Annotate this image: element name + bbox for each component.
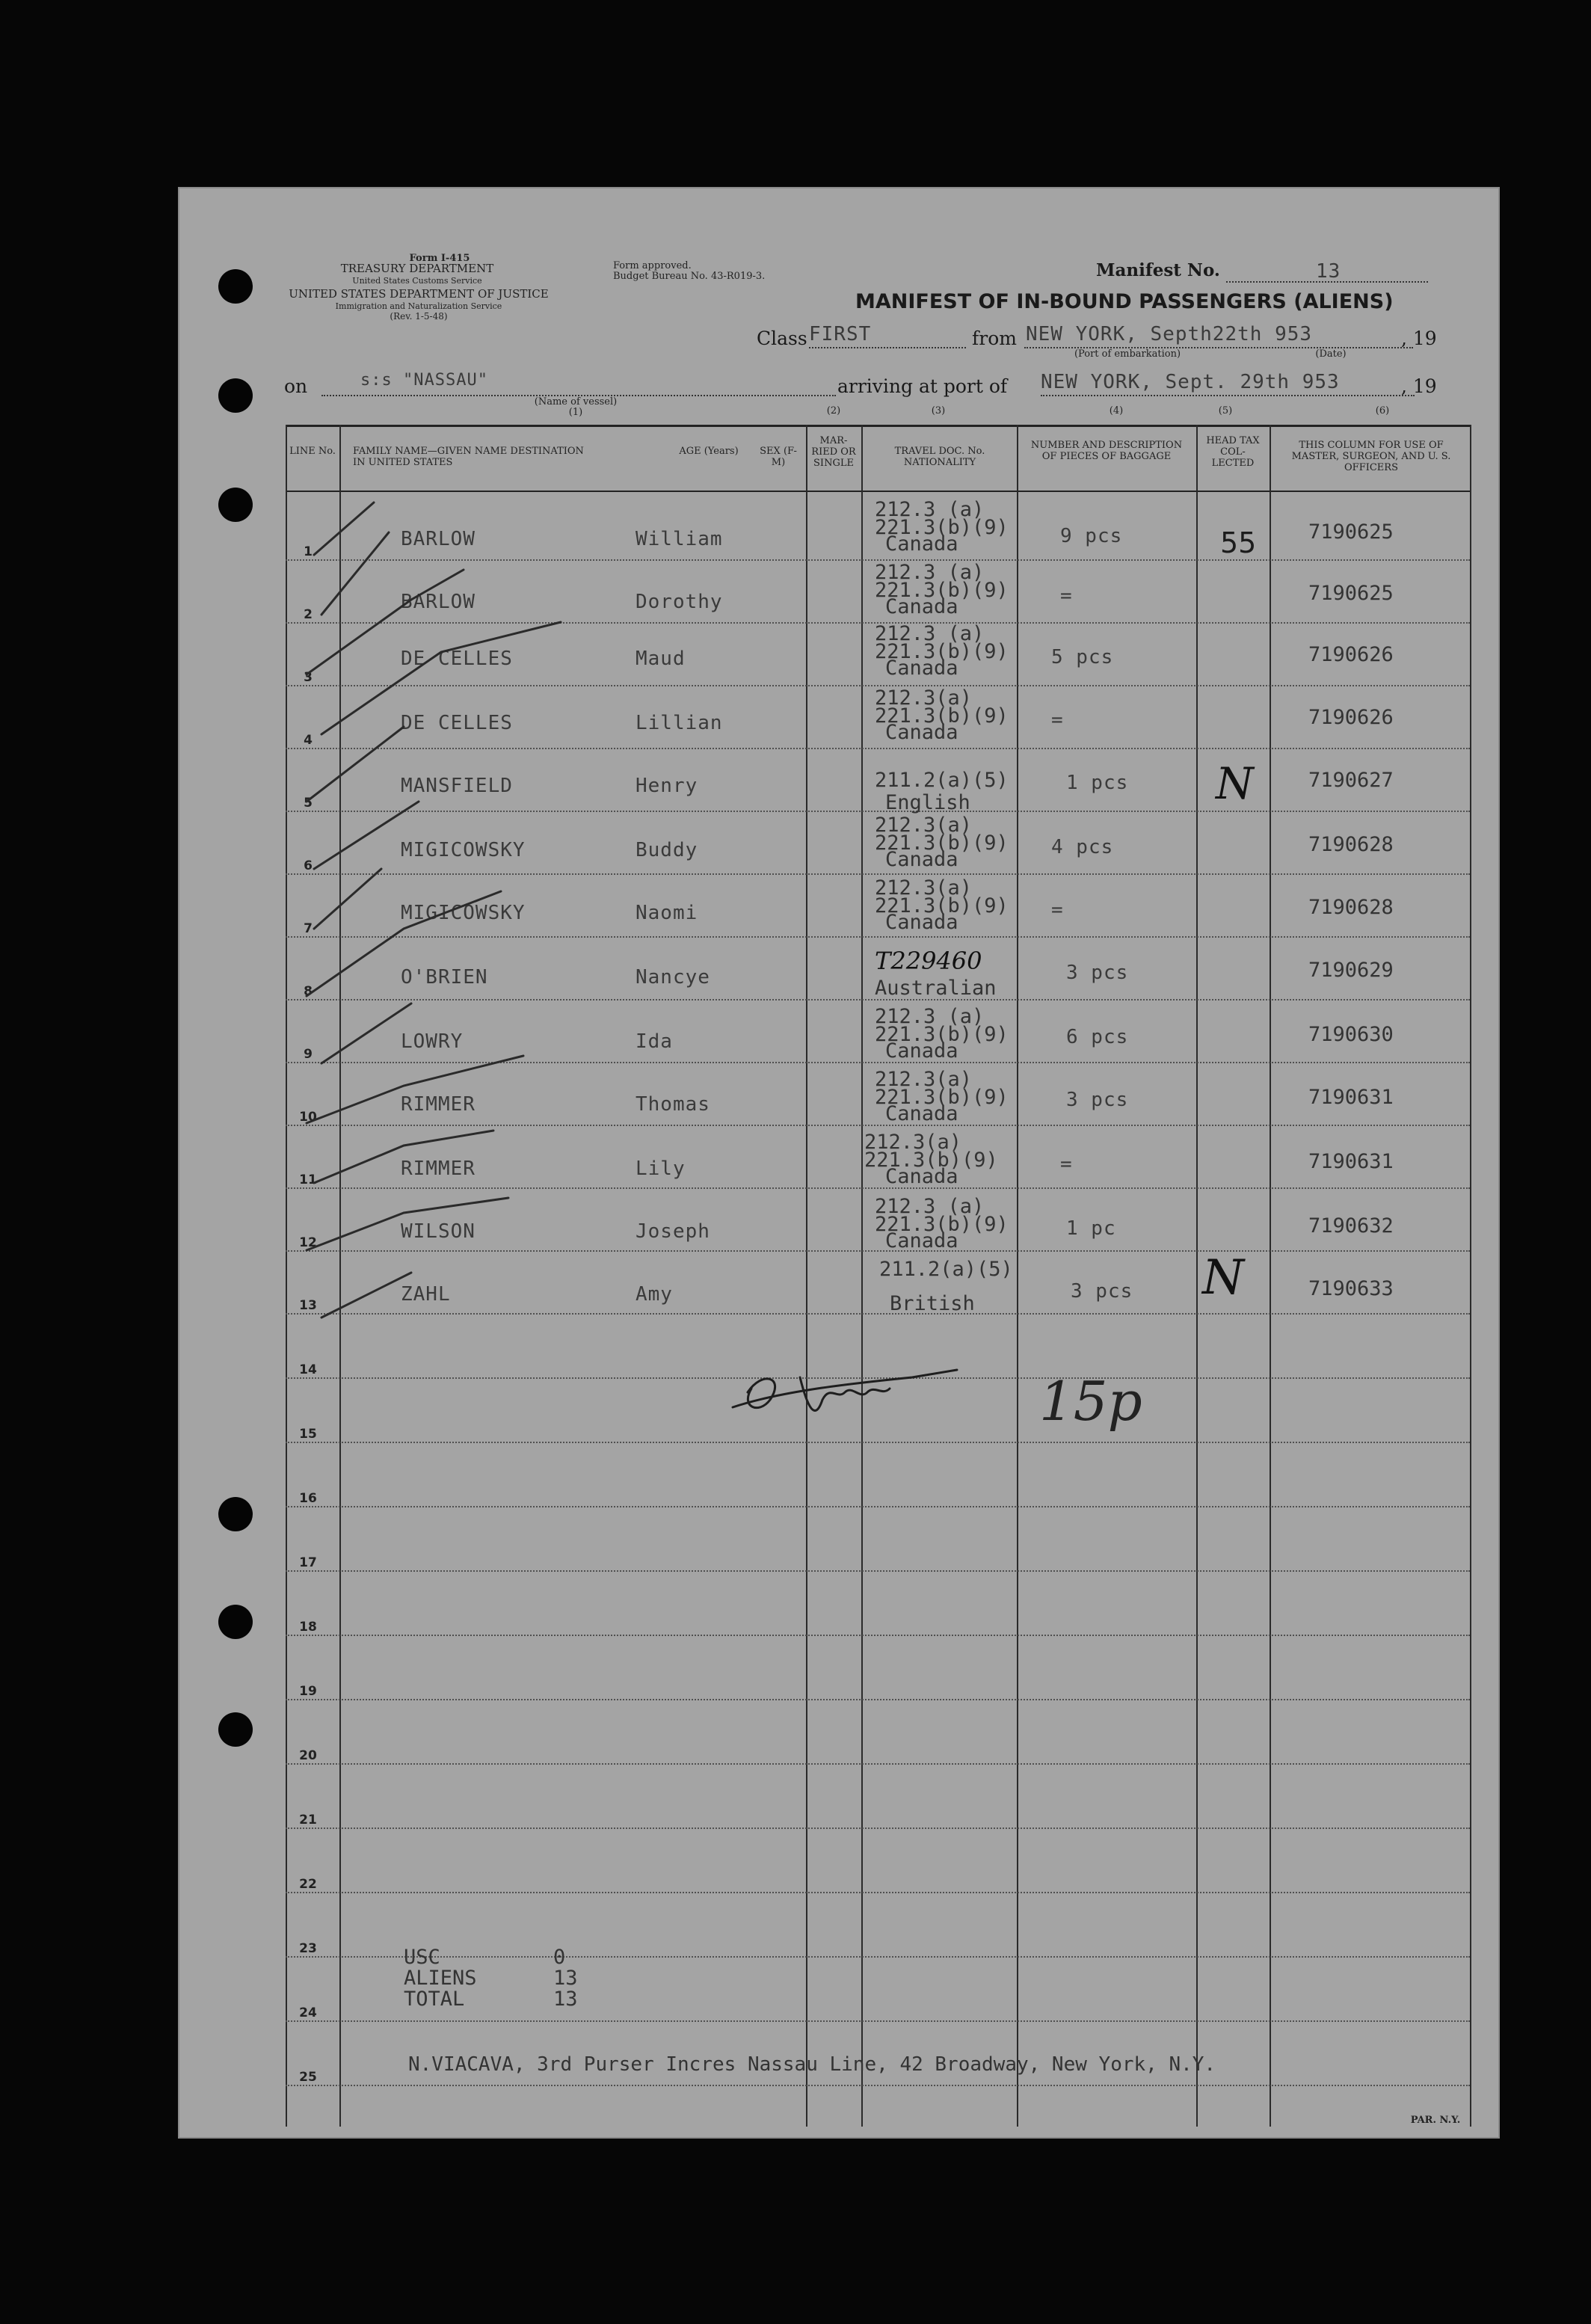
vessel-value: s:s "NASSAU" (360, 371, 488, 390)
passenger-officer-number: 7190631 (1308, 1086, 1394, 1109)
ins-label: Immigration and Naturalization Service (335, 301, 502, 311)
passenger-doc-line1: 212.3 (a) (875, 622, 985, 645)
arriving-label: arriving at port of (837, 375, 1008, 397)
col1-caption: (1) (568, 407, 583, 418)
passenger-given-name: Maud (636, 648, 686, 670)
table-top-border (286, 425, 1470, 427)
passenger-doc-line2: 221.3(b)(9) (875, 1213, 1009, 1236)
aliens-label: ALIENS (404, 1967, 477, 1990)
line-number: 13 (299, 1298, 317, 1313)
passenger-doc-line1: T229460 (875, 947, 982, 975)
signature-scribble-icon (718, 1347, 1032, 1437)
total-count: 13 (553, 1988, 578, 2011)
passenger-baggage: = (1051, 899, 1064, 921)
binder-hole (218, 488, 253, 522)
passenger-given-name: Lillian (636, 712, 723, 734)
passenger-doc-line2: 221.3(b)(9) (875, 704, 1009, 728)
passenger-baggage: = (1060, 1153, 1073, 1175)
passenger-doc-line1: 211.2(a)(5) (879, 1258, 1013, 1281)
line-number: 19 (299, 1684, 317, 1699)
passenger-given-name: Joseph (636, 1220, 710, 1243)
header-name: FAMILY NAME—GIVEN NAME DESTINATION IN UNITED STATES (353, 446, 584, 468)
col3-caption: (3) (931, 405, 946, 416)
line-number: 3 (304, 670, 313, 685)
passenger-family-name: LOWRY (401, 1030, 464, 1053)
col-border-right (1470, 425, 1471, 2127)
passenger-doc-line2: 221.3(b)(9) (875, 1086, 1009, 1109)
total-label: TOTAL (404, 1988, 465, 2011)
usc-count: 0 (553, 1946, 566, 1969)
row-rule (286, 1956, 1470, 1958)
passenger-family-name: ZAHL (401, 1283, 451, 1306)
passenger-doc-line1: 212.3(a) (875, 1068, 973, 1091)
header-baggage: NUMBER AND DESCRIPTION OF PIECES OF BAGGAGE (1030, 440, 1183, 462)
row-rule (286, 1892, 1470, 1893)
header-travel-doc: TRAVEL DOC. No. NATIONALITY (894, 446, 985, 468)
usc-label: USC (404, 1946, 440, 1969)
manifest-sheet (178, 187, 1500, 2139)
from-label: from (972, 328, 1017, 349)
line-number: 23 (299, 1941, 317, 1956)
passenger-given-name: Thomas (636, 1093, 710, 1116)
class-value: FIRST (809, 323, 872, 345)
binder-hole (218, 1497, 253, 1531)
header-officers: THIS COLUMN FOR USE OF MASTER, SURGEON, AND U. S. OFFICERS (1291, 440, 1451, 473)
passenger-head-tax: N (1216, 758, 1254, 809)
passenger-given-name: Nancye (636, 966, 710, 989)
col5-caption: (5) (1218, 405, 1233, 416)
line-number: 12 (299, 1235, 317, 1250)
passenger-nationality: Canada (885, 721, 958, 744)
passenger-doc-line2: 221.3(b)(9) (875, 1023, 1009, 1046)
passenger-doc-line1: 212.3 (a) (875, 561, 985, 584)
line-number: 8 (304, 984, 313, 999)
col-border-travel (1017, 425, 1018, 2127)
passenger-nationality: Canada (885, 848, 958, 871)
passenger-doc-line1: 212.3(a) (864, 1131, 962, 1154)
passenger-officer-number: 7190626 (1308, 706, 1394, 729)
arriving-value: NEW YORK, Sept. 29th 953 (1041, 371, 1340, 393)
col2-caption: (2) (826, 405, 841, 416)
passenger-officer-number: 7190632 (1308, 1214, 1394, 1238)
passenger-nationality: Canada (885, 1229, 958, 1252)
header-sex: SEX (F-M) (760, 446, 797, 468)
passenger-nationality: Canada (885, 532, 958, 556)
passenger-officer-number: 7190626 (1308, 643, 1394, 666)
passenger-doc-line1: 211.2(a)(5) (875, 769, 1009, 792)
line-number: 1 (304, 544, 313, 559)
year-suffix-2: , 19 (1401, 375, 1437, 397)
embarkation-caption: (Port of embarkation) (1074, 348, 1181, 360)
passenger-officer-number: 7190627 (1308, 769, 1394, 792)
col6-caption: (6) (1375, 405, 1390, 416)
passenger-doc-line1: 212.3 (a) (875, 498, 985, 521)
passenger-nationality: Australian (875, 977, 997, 1000)
row-rule (286, 2020, 1470, 2022)
passenger-doc-line2: 221.3(b)(9) (875, 579, 1009, 602)
passenger-family-name: MIGICOWSKY (401, 902, 526, 924)
passenger-family-name: DE CELLES (401, 712, 513, 734)
on-label: on (284, 375, 308, 397)
line-number: 24 (299, 2005, 317, 2020)
passenger-given-name: Buddy (636, 839, 698, 861)
passenger-family-name: O'BRIEN (401, 966, 488, 989)
line-number: 15 (299, 1427, 317, 1442)
header-head-tax: HEAD TAX COL-LECTED (1206, 435, 1260, 469)
passenger-family-name: BARLOW (401, 591, 476, 613)
col-border-sex (806, 425, 807, 2127)
passenger-given-name: Ida (636, 1030, 673, 1053)
passenger-baggage: 9 pcs (1060, 525, 1123, 547)
line-number: 5 (304, 796, 313, 811)
passenger-baggage: 3 pcs (1071, 1280, 1133, 1303)
row-rule (286, 1827, 1470, 1829)
passenger-baggage: 1 pc (1066, 1217, 1116, 1240)
customs-label: United States Customs Service (352, 276, 482, 286)
passenger-family-name: MANSFIELD (401, 775, 513, 797)
line-number: 16 (299, 1491, 317, 1506)
col4-caption: (4) (1109, 405, 1124, 416)
checkmark-strokes-icon (292, 488, 680, 1519)
passenger-baggage: 6 pcs (1066, 1026, 1129, 1048)
passenger-officer-number: 7190628 (1308, 833, 1394, 856)
passenger-family-name: BARLOW (401, 528, 476, 550)
date-caption: (Date) (1315, 348, 1347, 360)
passenger-officer-number: 7190633 (1308, 1277, 1394, 1300)
vessel-caption: (Name of vessel) (534, 396, 618, 408)
passenger-doc-line1: 212.3 (a) (875, 1005, 985, 1028)
manifest-no-value: 13 (1316, 260, 1341, 283)
passenger-officer-number: 7190630 (1308, 1023, 1394, 1046)
line-number: 11 (299, 1172, 317, 1187)
line-number: 10 (299, 1110, 317, 1125)
passenger-officer-number: 7190628 (1308, 896, 1394, 919)
passenger-nationality: British (890, 1292, 975, 1315)
manifest-no-label: Manifest No. (1096, 260, 1220, 280)
passenger-given-name: William (636, 528, 723, 550)
passenger-nationality: Canada (885, 1102, 958, 1125)
passenger-baggage: 4 pcs (1051, 836, 1114, 858)
passenger-nationality: Canada (885, 657, 958, 680)
revision-label: (Rev. 1-5-48) (390, 311, 448, 322)
line-number: 25 (299, 2070, 317, 2085)
passenger-officer-number: 7190629 (1308, 959, 1394, 982)
line-number: 17 (299, 1555, 317, 1570)
passenger-given-name: Dorothy (636, 591, 723, 613)
binder-hole (218, 1712, 253, 1747)
handwritten-note: 15p (1039, 1370, 1142, 1433)
budget-label: Budget Bureau No. 43-R019-3. (613, 271, 766, 282)
passenger-officer-number: 7190625 (1308, 520, 1394, 544)
row-rule (286, 1570, 1470, 1572)
arriving-line (1041, 395, 1415, 396)
printer-mark: PAR. N.Y. (1410, 2115, 1461, 2126)
passenger-family-name: WILSON (401, 1220, 476, 1243)
class-label: Class (757, 328, 807, 349)
passenger-baggage: 1 pcs (1066, 772, 1129, 794)
binder-hole (218, 1605, 253, 1639)
passenger-doc-line1: 212.3(a) (875, 876, 973, 900)
passenger-nationality: English (885, 791, 970, 814)
passenger-baggage: 3 pcs (1066, 962, 1129, 984)
passenger-officer-number: 7190625 (1308, 582, 1394, 605)
class-line (809, 347, 966, 348)
form-number: Form I-415 (409, 253, 470, 264)
passenger-nationality: Canada (885, 1039, 958, 1063)
passenger-given-name: Naomi (636, 902, 698, 924)
row-rule (286, 1635, 1470, 1636)
col-border-baggage (1196, 425, 1198, 2127)
approved-label: Form approved. (613, 260, 692, 271)
passenger-doc-line2: 221.3(b)(9) (875, 516, 1009, 539)
line-number: 18 (299, 1620, 317, 1635)
purser-signature-line: N.VIACAVA, 3rd Purser Incres Nassau Line, 42 Broadway, New York, N.Y. (408, 2053, 1216, 2076)
passenger-doc-line2: 221.3(b)(9) (875, 640, 1009, 663)
passenger-doc-line1: 212.3(a) (875, 686, 973, 710)
passenger-nationality: Canada (885, 595, 958, 618)
passenger-nationality: Canada (885, 911, 958, 934)
row-rule (286, 2085, 1470, 2086)
header-line-no: LINE No. (289, 446, 336, 457)
passenger-family-name: RIMMER (401, 1093, 476, 1116)
from-value: NEW YORK, Septh22th 953 (1026, 323, 1313, 345)
passenger-given-name: Henry (636, 775, 698, 797)
passenger-doc-line1: 212.3(a) (875, 814, 973, 837)
header-age: AGE (Years) (679, 446, 739, 457)
line-number: 21 (299, 1813, 317, 1827)
line-number: 9 (304, 1047, 313, 1062)
treasury-label: TREASURY DEPARTMENT (340, 262, 494, 275)
passenger-doc-line1: 212.3 (a) (875, 1195, 985, 1218)
passenger-doc-line2: 221.3(b)(9) (875, 831, 1009, 855)
year-suffix-1: , 19 (1401, 328, 1437, 349)
passenger-given-name: Lily (636, 1158, 686, 1180)
header-married: MAR-RIED OR SINGLE (811, 435, 856, 469)
line-number: 2 (304, 607, 313, 622)
passenger-nationality: Canada (885, 1165, 958, 1188)
row-rule (286, 1699, 1470, 1700)
passenger-doc-line2: 221.3(b)(9) (864, 1149, 998, 1172)
passenger-baggage: 5 pcs (1051, 646, 1114, 668)
aliens-count: 13 (553, 1967, 578, 1990)
passenger-doc-line2: 221.3(b)(9) (875, 894, 1009, 917)
passenger-head-tax: N (1202, 1250, 1244, 1306)
line-number: 20 (299, 1748, 317, 1763)
col-border-left (286, 425, 287, 2127)
passenger-baggage: 3 pcs (1066, 1089, 1129, 1111)
passenger-head-tax: 55 (1220, 526, 1257, 559)
justice-label: UNITED STATES DEPARTMENT OF JUSTICE (289, 287, 549, 301)
line-number: 4 (304, 733, 313, 748)
col-border-headtax (1270, 425, 1271, 2127)
passenger-family-name: RIMMER (401, 1158, 476, 1180)
passenger-family-name: MIGICOWSKY (401, 839, 526, 861)
row-rule (286, 1763, 1470, 1765)
passenger-baggage: = (1051, 709, 1064, 731)
passenger-officer-number: 7190631 (1308, 1150, 1394, 1173)
line-number: 6 (304, 858, 313, 873)
passenger-given-name: Amy (636, 1283, 673, 1306)
passenger-family-name: DE CELLES (401, 648, 513, 670)
manifest-title: MANIFEST OF IN-BOUND PASSENGERS (ALIENS) (855, 290, 1394, 313)
line-number: 14 (299, 1362, 317, 1377)
line-number: 22 (299, 1877, 317, 1892)
binder-hole (218, 269, 253, 304)
passenger-baggage: = (1060, 585, 1073, 607)
col-border-married (861, 425, 863, 2127)
line-number: 7 (304, 921, 313, 936)
binder-hole (218, 378, 253, 413)
